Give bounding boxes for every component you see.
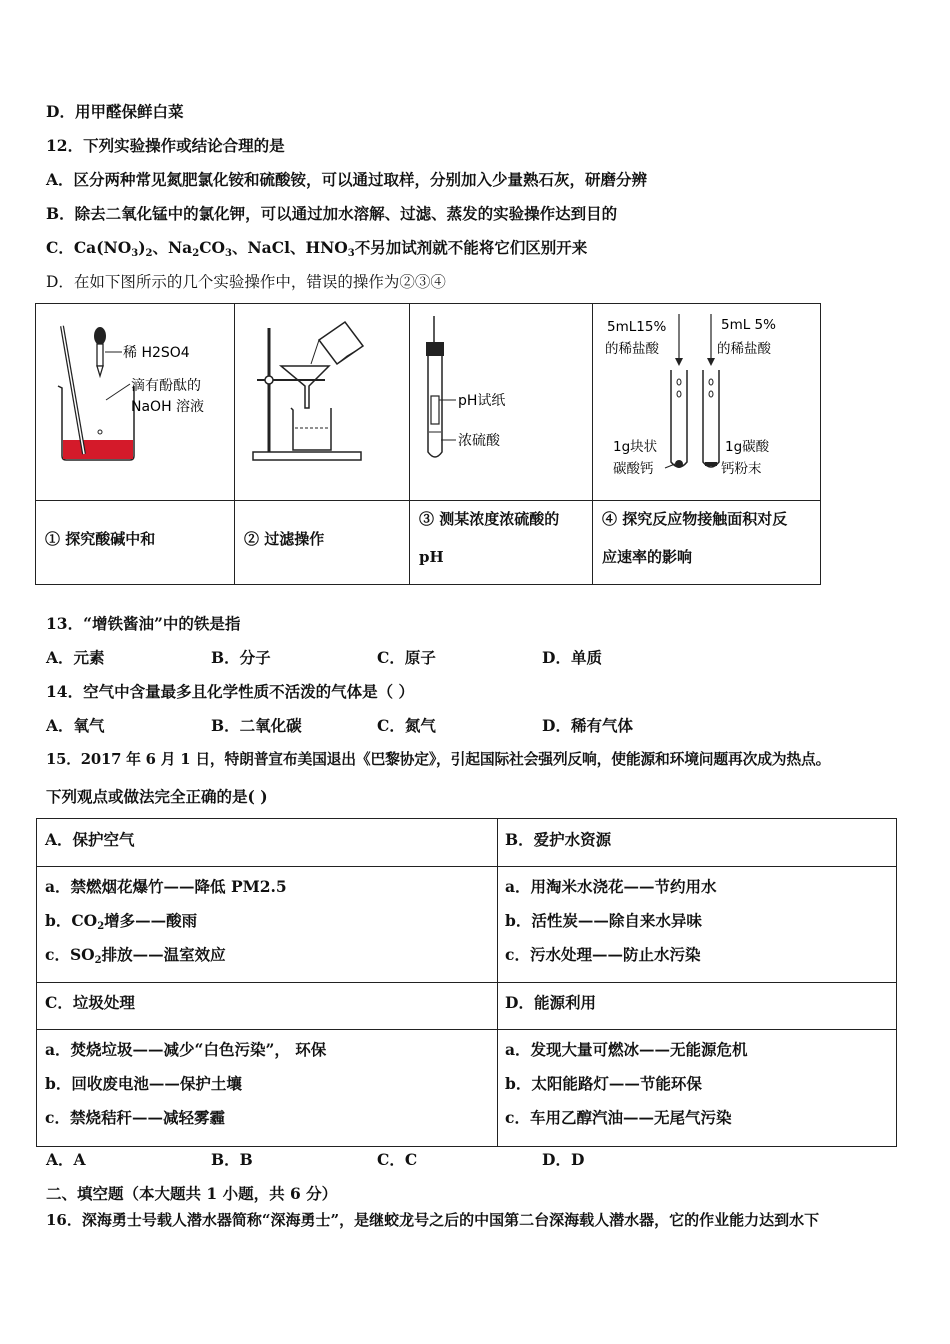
label-phenolphthalein: 滴有酚酞的 — [131, 378, 201, 394]
filtration-figure — [235, 304, 410, 500]
option-a-item-a: a．禁燃烟花爆竹——降低 PM2.5 — [45, 877, 287, 896]
q15-stem-line2: 下列观点或做法完全正确的是( ) — [46, 787, 268, 806]
caption-contact-line2: 应速率的影响 — [602, 548, 693, 566]
q13-stem: 13．“增铁酱油”中的铁是指 — [46, 614, 241, 633]
q12-option-c: C．$Ca(NO_3)_2$、$Na_2CO_3$、NaCl、$HNO_3$不另加试剂就不能将它们区别开来 — [46, 238, 588, 259]
option-c-title: C．垃圾处理 — [45, 993, 135, 1012]
q12-option-d: D．在如下图所示的几个实验操作中，错误的操作为②③④ — [46, 273, 446, 291]
q12-option-b: B．除去二氧化锰中的氯化钾，可以通过加水溶解、过滤、蒸发的实验操作达到目的 — [46, 204, 618, 223]
q13-option-a: A．元素 — [46, 648, 105, 667]
section-2-heading: 二、填空题（本大题共 1 小题，共 6 分） — [46, 1184, 338, 1203]
q15-stem-line1: 15．2017 年 6 月 1 日，特朗普宣布美国退出《巴黎协定》，引起国际社会强列反响，使能源和环境问题再次成为热点。 — [46, 751, 831, 768]
q16-stem: 16．深海勇士号载人潜水器简称“深海勇士”，是继蛟龙号之后的中国第二台深海载人潜水器，它的作业能力达到水下 — [46, 1211, 820, 1229]
q15-option-c: C．C — [377, 1150, 418, 1169]
option-c-item-a: a．焚烧垃圾——减少“白色污染”， 环保 — [45, 1040, 327, 1059]
experiment-cell-filtration — [235, 304, 410, 584]
contact-area-figure — [593, 304, 822, 500]
experiment-cell-contact-area — [593, 304, 822, 584]
label-5pct-acid: 的稀盐酸 — [717, 341, 771, 357]
label-dilute-h2so4: 稀 H2SO4 — [123, 345, 190, 361]
experiment-cell-ph-test — [410, 304, 593, 584]
label-powder-caco3: 钙粉末 — [721, 461, 762, 477]
option-a-item-b: b．$CO_2$增多——酸雨 — [45, 911, 198, 932]
option-d-title: D．能源利用 — [505, 993, 596, 1012]
label-conc-sulfuric-acid: 浓硫酸 — [458, 433, 500, 449]
caption-ph-line2: pH — [419, 548, 444, 566]
label-5pct-volume: 5mL 5% — [721, 317, 776, 333]
label-ph-paper: pH试纸 — [458, 393, 506, 409]
q15-option-d: D．D — [542, 1150, 585, 1169]
option-c-item-c: c．禁烧秸秆——减轻雾霾 — [45, 1108, 225, 1127]
q14-option-a: A．氧气 — [46, 716, 105, 735]
label-lump-caco3-mass: 1g块状 — [613, 439, 658, 455]
caption-neutralization: ① 探究酸碱中和 — [45, 530, 156, 548]
q15-option-b: B．B — [211, 1150, 253, 1169]
q11-option-d: D．用甲醛保鲜白菜 — [46, 102, 184, 121]
caption-ph-line1: ③ 测某浓度浓硫酸的 — [419, 510, 560, 528]
q14-option-c: C．氮气 — [377, 716, 436, 735]
caption-contact-line1: ④ 探究反应物接触面积对反 — [602, 510, 788, 528]
q12-option-a: A．区分两种常见氮肥氯化铵和硫酸铵，可以通过取样，分别加入少量熟石灰，研磨分辨 — [46, 170, 648, 189]
q13-option-d: D．单质 — [542, 648, 602, 667]
q14-option-d: D．稀有气体 — [542, 716, 633, 735]
q12-stem: 12．下列实验操作或结论合理的是 — [46, 136, 285, 155]
viewpoint-table — [36, 818, 897, 1147]
q14-option-b: B．二氧化碳 — [211, 716, 302, 735]
option-c-item-b: b．回收废电池——保护土壤 — [45, 1074, 242, 1093]
experiment-cell-neutralization — [36, 304, 235, 584]
q13-option-c: C．原子 — [377, 648, 436, 667]
label-15pct-acid: 的稀盐酸 — [605, 341, 659, 357]
option-d-item-b: b．太阳能路灯——节能环保 — [505, 1074, 702, 1093]
option-b-item-b: b．活性炭——除自来水异味 — [505, 911, 702, 930]
option-a-title: A．保护空气 — [45, 830, 135, 849]
ph-test-figure — [410, 304, 593, 500]
neutralization-figure — [36, 304, 235, 500]
option-a-item-c: c．$SO_2$排放——温室效应 — [45, 945, 226, 966]
label-15pct-volume: 5mL15% — [607, 319, 667, 335]
q15-option-a: A．A — [46, 1150, 86, 1169]
label-powder-caco3-mass: 1g碳酸 — [725, 439, 770, 455]
q13-option-b: B．分子 — [211, 648, 271, 667]
experiment-table — [35, 303, 821, 585]
q14-stem: 14．空气中含量最多且化学性质不活泼的气体是（ ） — [46, 682, 414, 701]
option-d-item-a: a．发现大量可燃冰——无能源危机 — [505, 1040, 748, 1059]
option-b-title: B．爱护水资源 — [505, 830, 612, 849]
label-lump-caco3: 碳酸钙 — [613, 461, 654, 477]
option-b-item-c: c．污水处理——防止水污染 — [505, 945, 701, 964]
caption-filtration: ② 过滤操作 — [244, 530, 325, 548]
option-d-item-c: c．车用乙醇汽油——无尾气污染 — [505, 1108, 732, 1127]
option-b-item-a: a．用淘米水浇花——节约用水 — [505, 877, 717, 896]
label-naoh-solution: NaOH 溶液 — [131, 399, 205, 415]
